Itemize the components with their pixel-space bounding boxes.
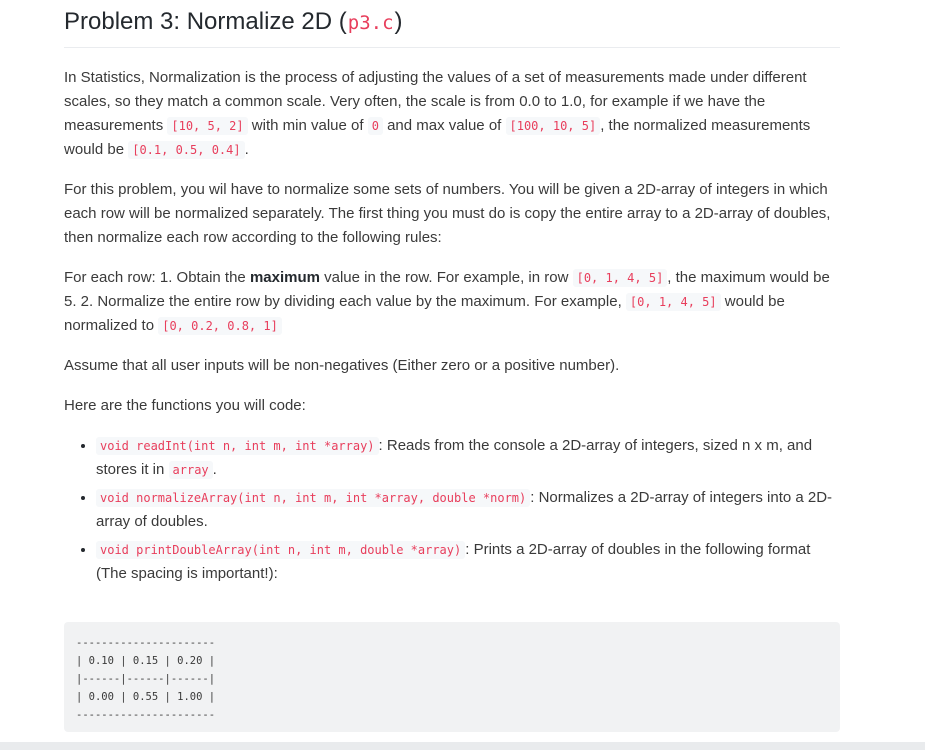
page-title (64, 0, 840, 48)
inline-code: 0 (368, 117, 383, 135)
text: , the normalized measurements would be (64, 117, 811, 158)
inline-code: [100, 10, 5] (506, 117, 601, 135)
assumption-paragraph: Assume that all user inputs will be non-negatives (Either zero or a positive number). (64, 357, 620, 374)
text: For each row: 1. Obtain the (64, 269, 250, 286)
function-list (64, 434, 840, 586)
functions-intro-paragraph: Here are the functions you will code: (64, 397, 306, 414)
text: . (244, 141, 249, 158)
page-bottom-divider (0, 742, 925, 750)
inline-code: [0, 0.2, 0.8, 1] (158, 317, 282, 335)
text: value in the row. For example, in row (319, 269, 573, 286)
list-item (96, 434, 840, 482)
inline-code: array (169, 461, 213, 479)
text: would be normalized to (64, 293, 785, 334)
problem-paragraph: For this problem, you wil have to normalize some sets of numbers. You will be given a 2D-array of integers in which each row will be normalized separately. The first thing you must do is copy the entire array to a 2D-array of doubles, then normalize each row according to the following rules: (64, 181, 831, 246)
title-file-name: p3.c (347, 12, 394, 34)
intro-paragraph (64, 66, 840, 162)
text: , the maximum would be 5. 2. Normalize the entire row by dividing each value by the maximum. For example, (64, 269, 830, 310)
inline-code: [0.1, 0.5, 0.4] (128, 141, 244, 159)
function-description: : Prints a 2D-array of doubles in the following format (The spacing is important!): (96, 541, 811, 582)
function-signature: void printDoubleArray(int n, int m, double *array) (96, 541, 465, 559)
function-description: : Normalizes a 2D-array of integers into a 2D-array of doubles. (96, 489, 833, 530)
text: and max value of (382, 117, 506, 134)
text: In Statistics, Normalization is the process of adjusting the values of a set of measurements made under different scales, so they match a common scale. Very often, the scale is from 0.0 to 1.0, for example if we have the measurements (64, 69, 807, 134)
function-description: : Reads from the console a 2D-array of integers, sized n x m, and stores it in (96, 437, 813, 478)
main-content (64, 0, 840, 590)
inline-code: [0, 1, 4, 5] (626, 293, 721, 311)
list-item (96, 538, 840, 586)
list-item (96, 486, 840, 534)
function-signature: void readInt(int n, int m, int *array) (96, 437, 379, 455)
title-open-paren: ( (338, 8, 347, 35)
title-text: Problem 3: Normalize 2D (64, 8, 333, 35)
output-format-code-block: ---------------------- | 0.10 | 0.15 | 0.20 | |------|------|------| | 0.00 | 0.55 | 1.00 | ---------------------- (64, 622, 840, 732)
text: with min value of (247, 117, 368, 134)
title-close-paren: ) (394, 8, 403, 35)
inline-code: [10, 5, 2] (167, 117, 247, 135)
function-signature: void normalizeArray(int n, int m, int *array, double *norm) (96, 489, 530, 507)
rules-paragraph (64, 266, 840, 338)
text: . (212, 461, 217, 478)
bold-text: maximum (249, 269, 320, 286)
inline-code: [0, 1, 4, 5] (573, 269, 668, 287)
